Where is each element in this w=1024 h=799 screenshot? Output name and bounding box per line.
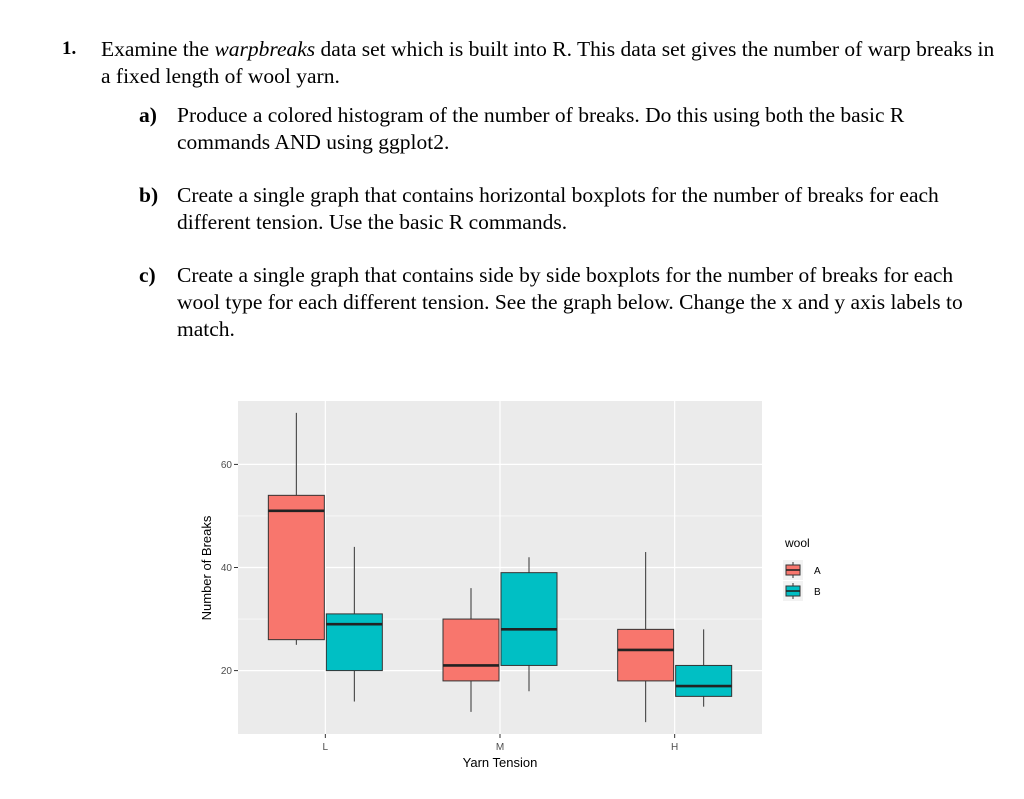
box-body bbox=[618, 629, 674, 681]
x-tick-label: L bbox=[322, 742, 329, 753]
y-tick-label: 20 bbox=[220, 666, 232, 678]
y-axis-title: Number of Breaks bbox=[199, 515, 214, 621]
legend-entry-A bbox=[783, 560, 821, 580]
x-tick-label: H bbox=[671, 742, 679, 753]
part-b-label: b) bbox=[139, 183, 159, 207]
dataset-name: warpbreaks bbox=[214, 37, 316, 61]
part-a-label: a) bbox=[139, 103, 157, 127]
intro-pre: Examine the bbox=[101, 37, 215, 61]
x-axis-title: Yarn Tension bbox=[462, 755, 538, 770]
box-body bbox=[676, 665, 732, 696]
legend-label: A bbox=[814, 566, 821, 577]
part-c-label: c) bbox=[139, 263, 156, 287]
box-body bbox=[326, 614, 382, 671]
part-a-text: Produce a colored histogram of the number of breaks. Do this using both the basic R commands AND using ggplot2. bbox=[177, 103, 905, 154]
legend-title: wool bbox=[785, 536, 810, 550]
legend-label: B bbox=[814, 587, 821, 598]
box-body bbox=[443, 619, 499, 681]
y-tick-label: 40 bbox=[220, 563, 232, 574]
legend-entry-B bbox=[783, 581, 821, 601]
box-body bbox=[268, 495, 324, 639]
x-tick-label: M bbox=[495, 742, 505, 753]
intro-post: data set which is built into R. This data set gives the number of warp breaks in a fixed length of wool yarn. bbox=[101, 37, 995, 88]
question-number: 1. bbox=[62, 38, 77, 59]
part-b-text: Create a single graph that contains horizontal boxplots for the number of breaks for each different tension. Use the basic R commands. bbox=[177, 183, 939, 234]
box-body bbox=[501, 573, 557, 666]
y-tick-label: 60 bbox=[220, 459, 232, 471]
part-c-text: Create a single graph that contains side by side boxplots for the number of breaks for each wool type for each different tension. See the graph below. Change the x and y axis labels to match. bbox=[177, 263, 963, 341]
